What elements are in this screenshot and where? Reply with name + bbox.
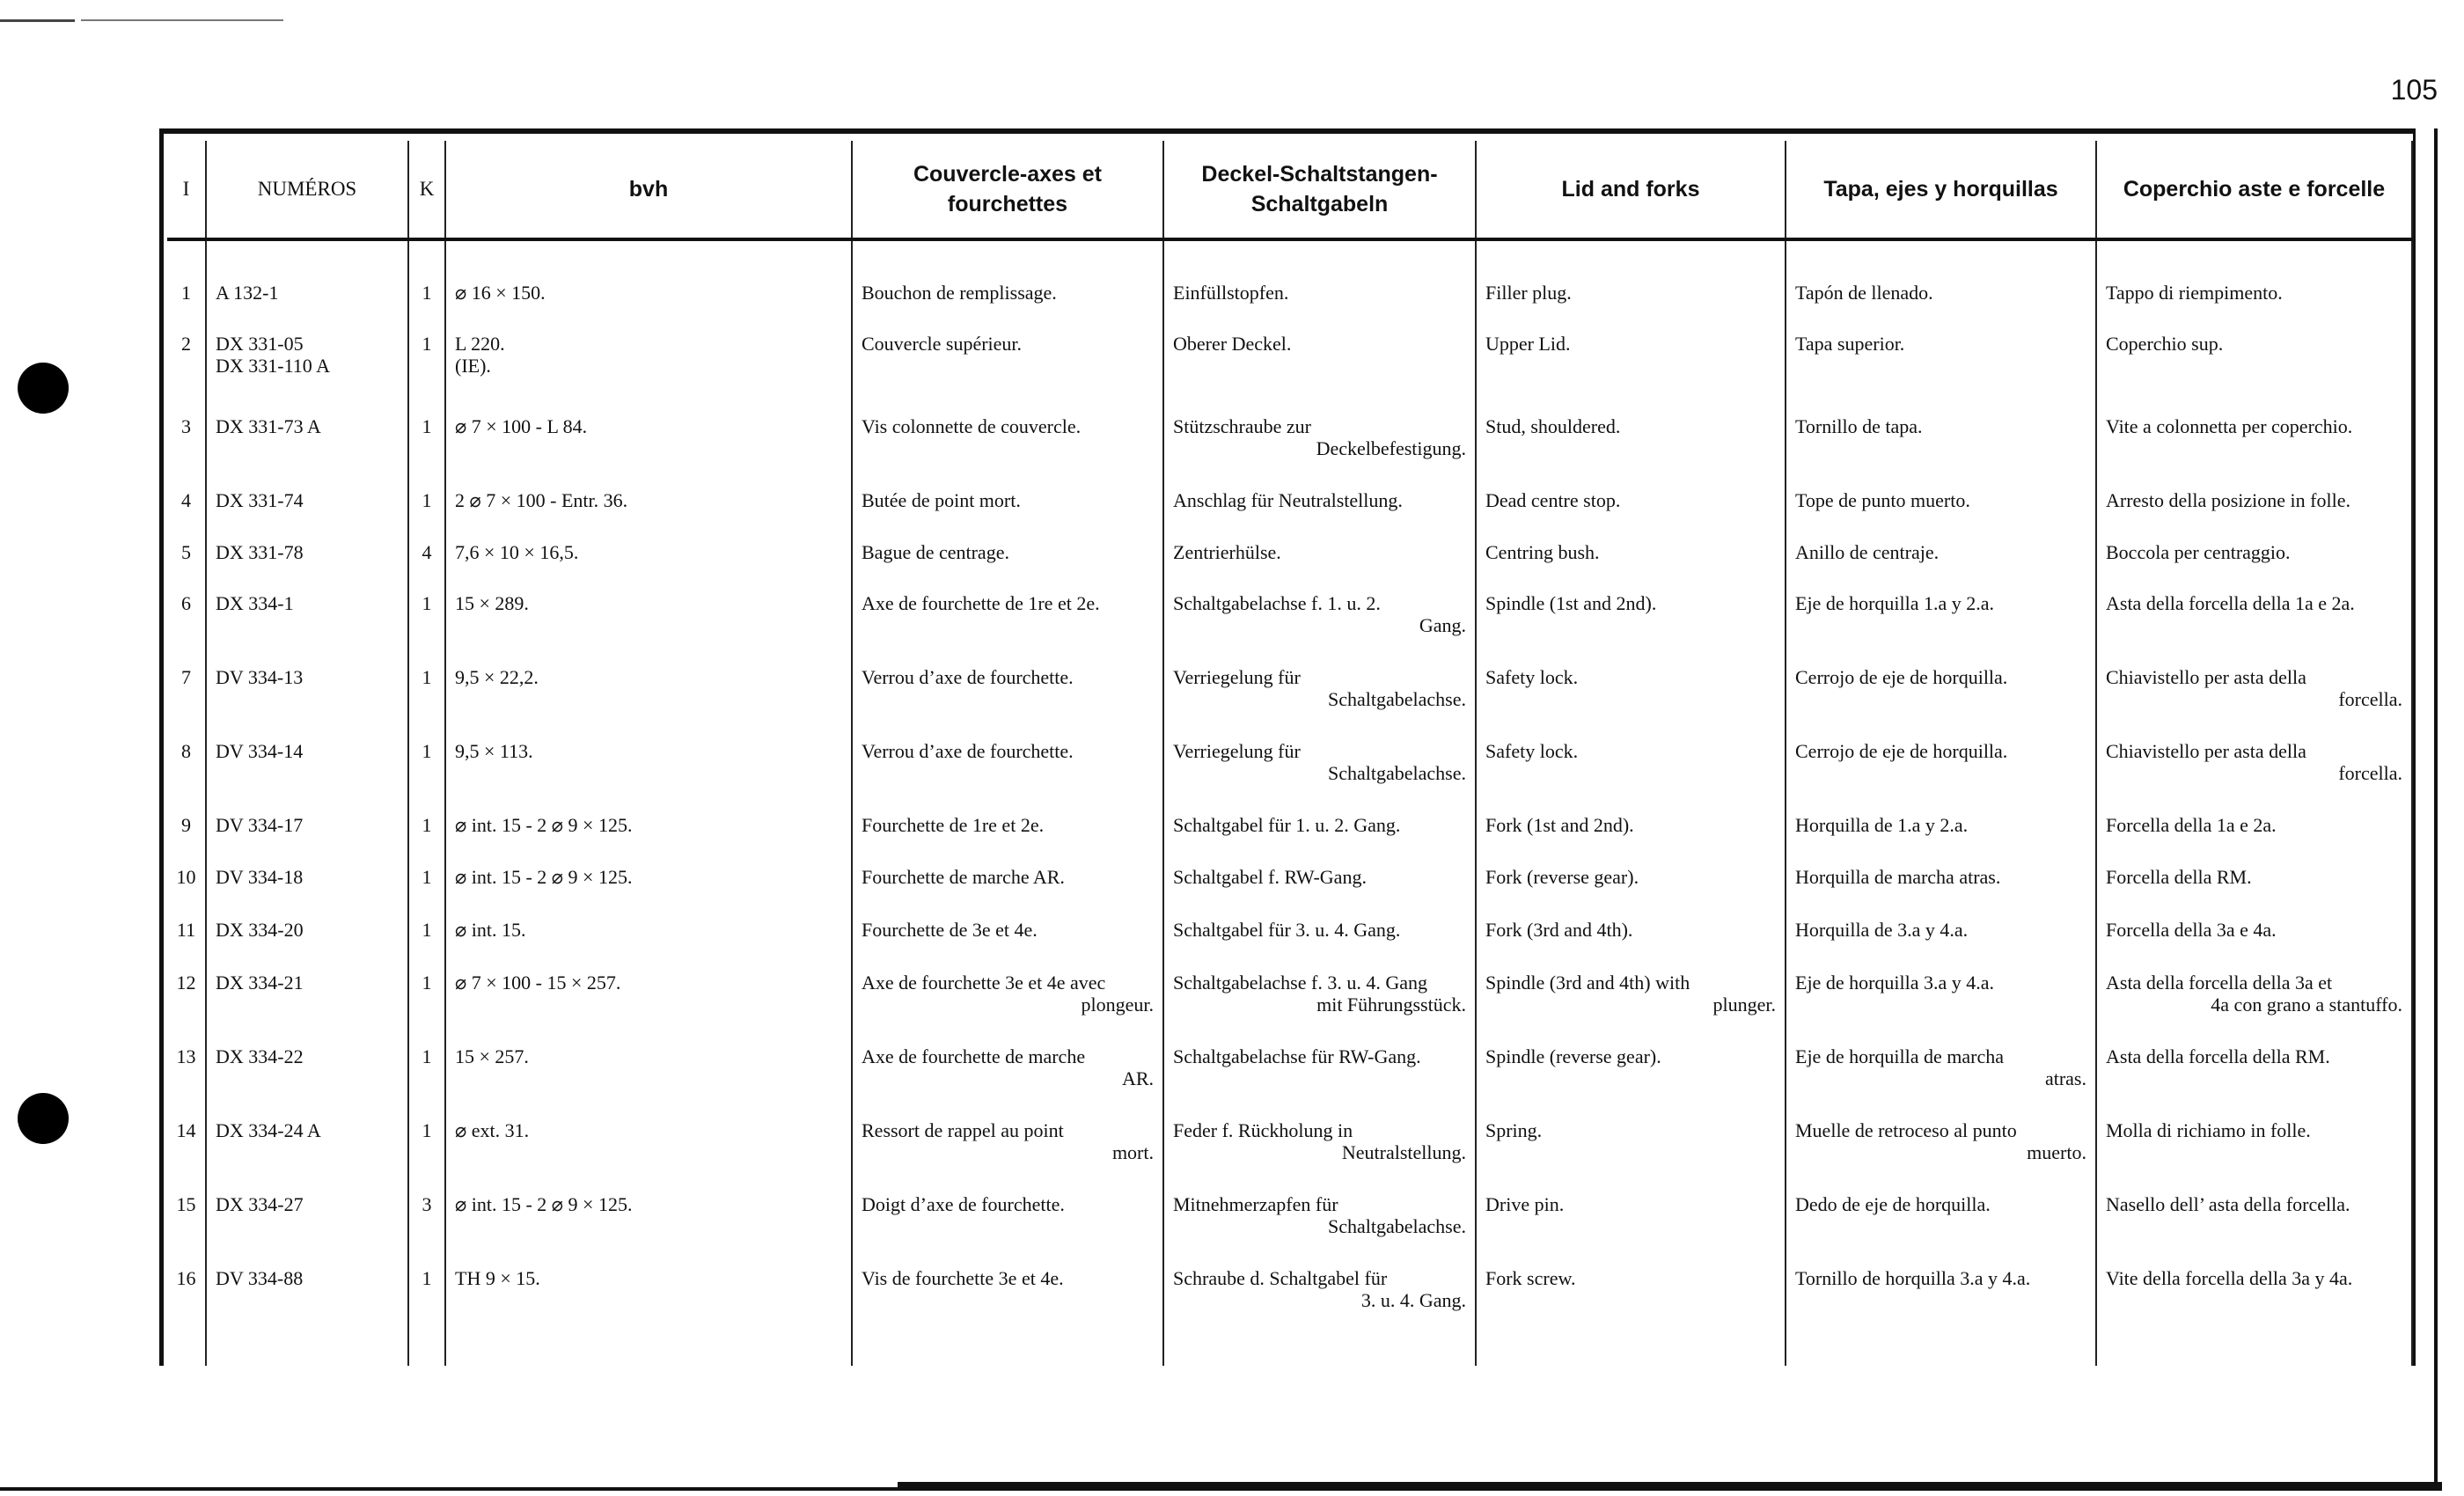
cell-line: atras. bbox=[2044, 1067, 2086, 1089]
description-it bbox=[2097, 592, 2411, 614]
cell-line: Tornillo de tapa. bbox=[1795, 415, 1923, 437]
description-es bbox=[1786, 333, 2095, 355]
row-index: 8 bbox=[181, 740, 191, 762]
cell-line: Horquilla de 3.a y 4.a. bbox=[1795, 919, 1969, 941]
cell-line: Tapa superior. bbox=[1795, 333, 1905, 355]
row-index: 3 bbox=[181, 415, 191, 437]
description-fr bbox=[853, 592, 1162, 614]
quantity: 1 bbox=[422, 415, 432, 437]
cell-line: DV 334-17 bbox=[216, 814, 304, 836]
description-es bbox=[1786, 1267, 2095, 1289]
description-es bbox=[1786, 919, 2095, 941]
cell-line: Forcella della 1a e 2a. bbox=[2106, 814, 2277, 836]
part-number bbox=[207, 333, 407, 377]
description-es bbox=[1786, 541, 2095, 563]
description-it bbox=[2097, 333, 2411, 355]
cell-line: mit Führungsstück. bbox=[1316, 994, 1466, 1016]
cell-line: Fourchette de 3e et 4e. bbox=[862, 919, 1038, 941]
cell-line: Stützschraube zur bbox=[1173, 415, 1311, 437]
cell-line: Horquilla de marcha atras. bbox=[1795, 866, 2001, 888]
cell-line: Bouchon de remplissage. bbox=[862, 282, 1057, 304]
description-fr bbox=[853, 1193, 1162, 1215]
description-en bbox=[1477, 972, 1785, 1016]
cell-line: DV 334-13 bbox=[216, 666, 304, 688]
cell-line: Vite a colonnetta per coperchio. bbox=[2106, 415, 2353, 437]
cell-line: Bague de centrage. bbox=[862, 541, 1009, 563]
description-es bbox=[1786, 592, 2095, 614]
cell-line: Axe de fourchette de 1re et 2e. bbox=[862, 592, 1100, 614]
cell-line: DV 334-18 bbox=[216, 866, 304, 888]
cell-line: AR. bbox=[1121, 1067, 1154, 1089]
dimensions bbox=[446, 1119, 851, 1141]
description-fr bbox=[853, 333, 1162, 355]
cell-line: Ressort de rappel au point bbox=[862, 1119, 1064, 1141]
cell-line: Neutralstellung. bbox=[1341, 1141, 1466, 1163]
description-en bbox=[1477, 919, 1785, 941]
cell-line: DX 331-74 bbox=[216, 489, 304, 511]
cell-line: A 132-1 bbox=[216, 282, 279, 304]
cell-line: Stud, shouldered. bbox=[1485, 415, 1621, 437]
description-de bbox=[1164, 919, 1475, 941]
cell-line: Cerrojo de eje de horquilla. bbox=[1795, 666, 2008, 688]
cell-line: Safety lock. bbox=[1485, 666, 1579, 688]
cell-line: Eje de horquilla 3.a y 4.a. bbox=[1795, 972, 1995, 994]
description-es bbox=[1786, 740, 2095, 762]
cell-line: 15 × 257. bbox=[455, 1045, 529, 1067]
cell-line: Deckelbefestigung. bbox=[1316, 437, 1466, 459]
part-number bbox=[207, 1119, 407, 1141]
cell-line: 15 × 289. bbox=[455, 592, 529, 614]
part-number bbox=[207, 666, 407, 688]
row-index: 12 bbox=[176, 972, 196, 994]
description-fr bbox=[853, 1119, 1162, 1163]
cell-line: Muelle de retroceso al punto bbox=[1795, 1119, 2017, 1141]
cell-line: forcella. bbox=[2338, 688, 2402, 710]
cell-line: Schaltgabelachse f. 3. u. 4. Gang bbox=[1173, 972, 1427, 994]
description-en bbox=[1477, 592, 1785, 614]
binder-hole-icon bbox=[18, 363, 69, 414]
cell-line: DX 334-27 bbox=[216, 1193, 304, 1215]
dimensions bbox=[446, 415, 851, 437]
description-it bbox=[2097, 866, 2411, 888]
cell-line: Schaltgabelachse. bbox=[1328, 688, 1466, 710]
part-number bbox=[207, 740, 407, 762]
row-index: 7 bbox=[181, 666, 191, 688]
description-es bbox=[1786, 489, 2095, 511]
quantity: 1 bbox=[422, 1267, 432, 1289]
cell-line: Asta della forcella della 3a et bbox=[2106, 972, 2333, 994]
row-index: 1 bbox=[181, 282, 191, 304]
cell-line: Drive pin. bbox=[1485, 1193, 1565, 1215]
description-de bbox=[1164, 489, 1475, 511]
quantity: 1 bbox=[422, 282, 432, 304]
description-en bbox=[1477, 1193, 1785, 1215]
description-it bbox=[2097, 666, 2411, 710]
cell-line: Chiavistello per asta della bbox=[2106, 740, 2306, 762]
row-index: 11 bbox=[176, 919, 196, 941]
dimensions bbox=[446, 1045, 851, 1067]
description-de bbox=[1164, 333, 1475, 355]
dimensions bbox=[446, 666, 851, 688]
cell-line: Vis colonnette de couvercle. bbox=[862, 415, 1082, 437]
cell-line: Spring. bbox=[1485, 1119, 1543, 1141]
row-index: 14 bbox=[176, 1119, 196, 1141]
dimensions bbox=[446, 592, 851, 614]
cell-line: DX 331-73 A bbox=[216, 415, 321, 437]
bottom-rule bbox=[898, 1482, 2442, 1487]
cell-line: Tornillo de horquilla 3.a y 4.a. bbox=[1795, 1267, 2031, 1289]
description-en bbox=[1477, 489, 1785, 511]
row-index: 2 bbox=[181, 333, 191, 355]
cell-line: Dead centre stop. bbox=[1485, 489, 1621, 511]
quantity: 4 bbox=[422, 541, 432, 563]
header-index: I bbox=[182, 178, 190, 200]
cell-line: ⌀ 16 × 150. bbox=[455, 282, 546, 304]
cell-line: Boccola per centraggio. bbox=[2106, 541, 2291, 563]
description-it bbox=[2097, 489, 2411, 511]
dimensions bbox=[446, 814, 851, 836]
cell-line: Verriegelung für bbox=[1173, 740, 1301, 762]
cell-line: Fork screw. bbox=[1485, 1267, 1576, 1289]
description-fr bbox=[853, 541, 1162, 563]
cell-line: Tope de punto muerto. bbox=[1795, 489, 1970, 511]
row-index: 13 bbox=[176, 1045, 196, 1067]
cell-line: Forcella della 3a e 4a. bbox=[2106, 919, 2277, 941]
part-number bbox=[207, 282, 407, 304]
cell-line: plunger. bbox=[1712, 994, 1776, 1016]
dimensions bbox=[446, 541, 851, 563]
row-index: 6 bbox=[181, 592, 191, 614]
description-de bbox=[1164, 866, 1475, 888]
description-en bbox=[1477, 333, 1785, 355]
cell-line: mort. bbox=[1111, 1141, 1154, 1163]
cell-line: ⌀ 7 × 100 - L 84. bbox=[455, 415, 588, 437]
description-es bbox=[1786, 282, 2095, 304]
cell-line: Spindle (1st and 2nd). bbox=[1485, 592, 1657, 614]
description-de bbox=[1164, 1045, 1475, 1067]
description-it bbox=[2097, 282, 2411, 304]
description-es bbox=[1786, 972, 2095, 994]
cell-line: Axe de fourchette de marche bbox=[862, 1045, 1086, 1067]
description-es bbox=[1786, 666, 2095, 688]
cell-line: Gang. bbox=[1419, 614, 1466, 636]
binder-hole-icon bbox=[18, 1093, 69, 1144]
description-en bbox=[1477, 814, 1785, 836]
cell-line: Schaltgabelachse. bbox=[1328, 762, 1466, 784]
cell-line: Coperchio sup. bbox=[2106, 333, 2224, 355]
cell-line: Mitnehmerzapfen für bbox=[1173, 1193, 1338, 1215]
cell-line: Zentrierhülse. bbox=[1173, 541, 1281, 563]
cell-line: 4a con grano a stantuffo. bbox=[2211, 994, 2402, 1016]
bottom-rule bbox=[0, 1487, 2442, 1491]
header-k: K bbox=[419, 178, 435, 200]
cell-line: 2 ⌀ 7 × 100 - Entr. 36. bbox=[455, 489, 628, 511]
cell-line: Fork (reverse gear). bbox=[1485, 866, 1639, 888]
part-number bbox=[207, 1193, 407, 1215]
cell-line: ⌀ int. 15 - 2 ⌀ 9 × 125. bbox=[455, 814, 633, 836]
cell-line: Eje de horquilla 1.a y 2.a. bbox=[1795, 592, 1995, 614]
cell-line: Schaltgabel f. RW-Gang. bbox=[1173, 866, 1367, 888]
cell-line: Fork (1st and 2nd). bbox=[1485, 814, 1634, 836]
cell-line: Verrou d’axe de fourchette. bbox=[862, 666, 1074, 688]
part-number bbox=[207, 541, 407, 563]
cell-line: Vis de fourchette 3e et 4e. bbox=[862, 1267, 1064, 1289]
header-italian: Coperchio aste e forcelle bbox=[2123, 177, 2386, 202]
cell-line: Fourchette de 1re et 2e. bbox=[862, 814, 1045, 836]
quantity: 1 bbox=[422, 666, 432, 688]
description-de bbox=[1164, 282, 1475, 304]
description-en bbox=[1477, 282, 1785, 304]
description-en bbox=[1477, 541, 1785, 563]
cell-line: Schaltgabel für 3. u. 4. Gang. bbox=[1173, 919, 1401, 941]
dimensions bbox=[446, 333, 851, 377]
cell-line: Fourchette de marche AR. bbox=[862, 866, 1065, 888]
description-en bbox=[1477, 1267, 1785, 1289]
header-bvh: bvh bbox=[628, 177, 669, 202]
cell-line: Anillo de centraje. bbox=[1795, 541, 1940, 563]
quantity: 1 bbox=[422, 333, 432, 355]
cell-line: ⌀ int. 15 - 2 ⌀ 9 × 125. bbox=[455, 866, 633, 888]
header-numeros: NUMÉROS bbox=[257, 178, 357, 200]
cell-line: DX 331-110 A bbox=[216, 355, 330, 377]
top-dash bbox=[81, 19, 283, 21]
cell-line: Eje de horquilla de marcha bbox=[1795, 1045, 2005, 1067]
dimensions bbox=[446, 740, 851, 762]
description-en bbox=[1477, 1045, 1785, 1067]
description-fr bbox=[853, 866, 1162, 888]
description-de bbox=[1164, 1267, 1475, 1311]
cell-line: Schaltgabelachse für RW-Gang. bbox=[1173, 1045, 1421, 1067]
cell-line: Forcella della RM. bbox=[2106, 866, 2252, 888]
cell-line: Cerrojo de eje de horquilla. bbox=[1795, 740, 2008, 762]
description-fr bbox=[853, 666, 1162, 688]
dimensions bbox=[446, 1193, 851, 1215]
cell-line: plongeur. bbox=[1081, 994, 1154, 1016]
description-it bbox=[2097, 740, 2411, 784]
cell-line: 3. u. 4. Gang. bbox=[1360, 1289, 1466, 1311]
cell-line: Schaltgabelachse f. 1. u. 2. bbox=[1173, 592, 1381, 614]
description-fr bbox=[853, 740, 1162, 762]
part-number bbox=[207, 1045, 407, 1067]
cell-line: ⌀ int. 15 - 2 ⌀ 9 × 125. bbox=[455, 1193, 633, 1215]
cell-line: Butée de point mort. bbox=[862, 489, 1021, 511]
header-rule bbox=[167, 238, 2413, 241]
part-number bbox=[207, 592, 407, 614]
row-index: 9 bbox=[181, 814, 191, 836]
cell-line: Tappo di riempimento. bbox=[2106, 282, 2283, 304]
cell-line: DX 334-20 bbox=[216, 919, 304, 941]
description-de bbox=[1164, 814, 1475, 836]
description-fr bbox=[853, 1045, 1162, 1089]
cell-line: Feder f. Rückholung in bbox=[1173, 1119, 1353, 1141]
cell-line: DX 334-24 A bbox=[216, 1119, 321, 1141]
description-de bbox=[1164, 1119, 1475, 1163]
description-de bbox=[1164, 592, 1475, 636]
quantity: 1 bbox=[422, 814, 432, 836]
cell-line: Schaltgabel für 1. u. 2. Gang. bbox=[1173, 814, 1401, 836]
description-it bbox=[2097, 541, 2411, 563]
description-fr bbox=[853, 415, 1162, 437]
cell-line: TH 9 × 15. bbox=[455, 1267, 540, 1289]
cell-line: Molla di richiamo in folle. bbox=[2106, 1119, 2311, 1141]
cell-line: Filler plug. bbox=[1485, 282, 1572, 304]
part-number bbox=[207, 814, 407, 836]
cell-line: 7,6 × 10 × 16,5. bbox=[455, 541, 579, 563]
part-number bbox=[207, 489, 407, 511]
dimensions bbox=[446, 1267, 851, 1289]
top-dash bbox=[0, 19, 75, 22]
description-de bbox=[1164, 740, 1475, 784]
header-spanish: Tapa, ejes y horquillas bbox=[1823, 177, 2058, 202]
description-it bbox=[2097, 415, 2411, 437]
cell-line: 9,5 × 22,2. bbox=[455, 666, 539, 688]
quantity: 1 bbox=[422, 740, 432, 762]
cell-line: Asta della forcella della RM. bbox=[2106, 1045, 2330, 1067]
cell-line: (IE). bbox=[455, 355, 491, 377]
part-number bbox=[207, 919, 407, 941]
quantity: 1 bbox=[422, 592, 432, 614]
description-fr bbox=[853, 489, 1162, 511]
quantity: 1 bbox=[422, 972, 432, 994]
description-es bbox=[1786, 1045, 2095, 1089]
dimensions bbox=[446, 919, 851, 941]
description-it bbox=[2097, 1119, 2411, 1141]
cell-line: Spindle (3rd and 4th) with bbox=[1485, 972, 1690, 994]
description-it bbox=[2097, 1267, 2411, 1289]
description-de bbox=[1164, 541, 1475, 563]
column-divider bbox=[2411, 141, 2413, 1366]
description-en bbox=[1477, 1119, 1785, 1141]
cell-line: Verriegelung für bbox=[1173, 666, 1301, 688]
quantity: 3 bbox=[422, 1193, 432, 1215]
cell-line: Einfüllstopfen. bbox=[1173, 282, 1289, 304]
cell-line: Schraube d. Schaltgabel für bbox=[1173, 1267, 1388, 1289]
cell-line: 9,5 × 113. bbox=[455, 740, 533, 762]
description-es bbox=[1786, 1119, 2095, 1163]
part-number bbox=[207, 972, 407, 994]
cell-line: Couvercle supérieur. bbox=[862, 333, 1023, 355]
cell-line: Dedo de eje de horquilla. bbox=[1795, 1193, 1991, 1215]
description-it bbox=[2097, 972, 2411, 1016]
description-es bbox=[1786, 1193, 2095, 1215]
quantity: 1 bbox=[422, 1045, 432, 1067]
cell-line: ⌀ ext. 31. bbox=[455, 1119, 530, 1141]
header-french: Couvercle-axes et fourchettes bbox=[913, 162, 1102, 216]
cell-line: Chiavistello per asta della bbox=[2106, 666, 2306, 688]
description-en bbox=[1477, 866, 1785, 888]
description-fr bbox=[853, 972, 1162, 1016]
description-it bbox=[2097, 1193, 2411, 1215]
dimensions bbox=[446, 972, 851, 994]
cell-line: DX 334-21 bbox=[216, 972, 304, 994]
cell-line: Vite della forcella della 3a y 4a. bbox=[2106, 1267, 2353, 1289]
description-fr bbox=[853, 1267, 1162, 1289]
cell-line: Safety lock. bbox=[1485, 740, 1579, 762]
cell-line: Horquilla de 1.a y 2.a. bbox=[1795, 814, 1969, 836]
cell-line: ⌀ 7 × 100 - 15 × 257. bbox=[455, 972, 621, 994]
description-fr bbox=[853, 919, 1162, 941]
cell-line: Tapón de llenado. bbox=[1795, 282, 1933, 304]
description-en bbox=[1477, 666, 1785, 688]
description-es bbox=[1786, 415, 2095, 437]
dimensions bbox=[446, 866, 851, 888]
cell-line: DX 331-05 bbox=[216, 333, 304, 355]
part-number bbox=[207, 866, 407, 888]
quantity: 1 bbox=[422, 1119, 432, 1141]
cell-line: Schaltgabelachse. bbox=[1328, 1215, 1466, 1237]
quantity: 1 bbox=[422, 919, 432, 941]
cell-line: Fork (3rd and 4th). bbox=[1485, 919, 1633, 941]
description-fr bbox=[853, 814, 1162, 836]
description-es bbox=[1786, 814, 2095, 836]
cell-line: Asta della forcella della 1a e 2a. bbox=[2106, 592, 2355, 614]
row-index: 16 bbox=[176, 1267, 196, 1289]
description-en bbox=[1477, 415, 1785, 437]
page-number: 105 bbox=[2390, 74, 2438, 106]
cell-line: DV 334-88 bbox=[216, 1267, 304, 1289]
description-it bbox=[2097, 919, 2411, 941]
header-english: Lid and forks bbox=[1561, 177, 1700, 202]
cell-line: L 220. bbox=[455, 333, 505, 355]
cell-line: DX 334-1 bbox=[216, 592, 294, 614]
cell-line: Upper Lid. bbox=[1485, 333, 1571, 355]
frame-shadow bbox=[2434, 128, 2438, 1485]
description-de bbox=[1164, 415, 1475, 459]
description-en bbox=[1477, 740, 1785, 762]
description-fr bbox=[853, 282, 1162, 304]
cell-line: DX 334-22 bbox=[216, 1045, 304, 1067]
description-es bbox=[1786, 866, 2095, 888]
row-index: 5 bbox=[181, 541, 191, 563]
description-it bbox=[2097, 1045, 2411, 1067]
part-number bbox=[207, 1267, 407, 1289]
row-index: 4 bbox=[181, 489, 191, 511]
cell-line: ⌀ int. 15. bbox=[455, 919, 526, 941]
header-german: Deckel-Schaltstangen-Schaltgabeln bbox=[1201, 162, 1438, 216]
cell-line: Arresto della posizione in folle. bbox=[2106, 489, 2350, 511]
quantity: 1 bbox=[422, 489, 432, 511]
part-number bbox=[207, 415, 407, 437]
description-de bbox=[1164, 666, 1475, 710]
description-de bbox=[1164, 1193, 1475, 1237]
cell-line: DV 334-14 bbox=[216, 740, 304, 762]
cell-line: Anschlag für Neutralstellung. bbox=[1173, 489, 1403, 511]
description-it bbox=[2097, 814, 2411, 836]
cell-line: Doigt d’axe de fourchette. bbox=[862, 1193, 1065, 1215]
cell-line: Centring bush. bbox=[1485, 541, 1600, 563]
description-de bbox=[1164, 972, 1475, 1016]
quantity: 1 bbox=[422, 866, 432, 888]
cell-line: DX 331-78 bbox=[216, 541, 304, 563]
row-index: 10 bbox=[176, 866, 196, 888]
dimensions bbox=[446, 489, 851, 511]
cell-line: Axe de fourchette 3e et 4e avec bbox=[862, 972, 1106, 994]
cell-line: muerto. bbox=[2027, 1141, 2086, 1163]
dimensions bbox=[446, 282, 851, 304]
cell-line: Nasello dell’ asta della forcella. bbox=[2106, 1193, 2350, 1215]
cell-line: Oberer Deckel. bbox=[1173, 333, 1292, 355]
cell-line: Verrou d’axe de fourchette. bbox=[862, 740, 1074, 762]
cell-line: forcella. bbox=[2338, 762, 2402, 784]
row-index: 15 bbox=[176, 1193, 196, 1215]
cell-line: Spindle (reverse gear). bbox=[1485, 1045, 1661, 1067]
